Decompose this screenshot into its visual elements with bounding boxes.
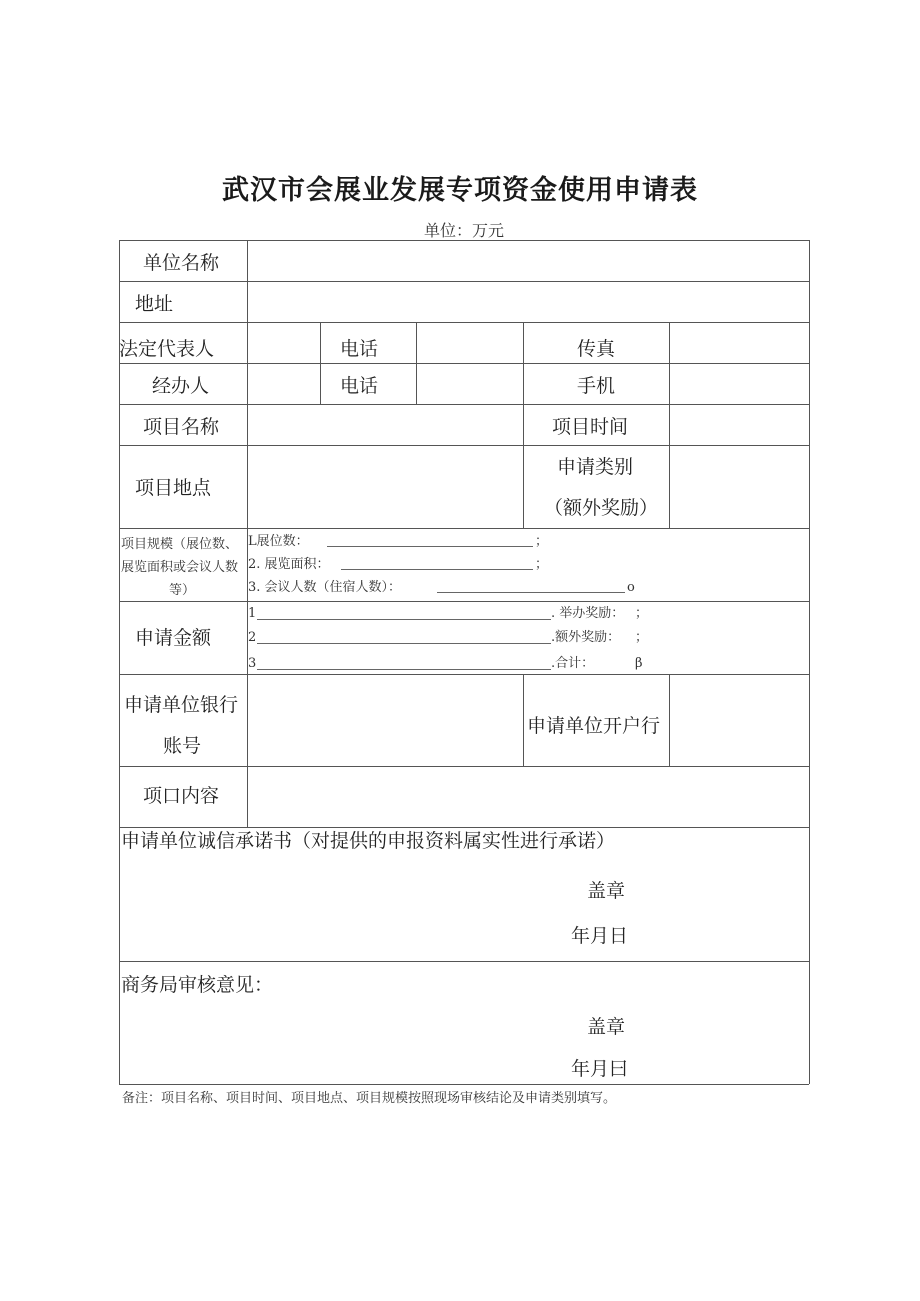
- booth-count-end: ；: [535, 534, 549, 549]
- scale-label-line2: 展览面积或会议人数: [121, 560, 239, 575]
- date-label-2: 年月曰: [571, 1058, 629, 1080]
- bank-account-label: 申请单位银行: [124, 694, 239, 716]
- project-content-label: 项口内容: [143, 785, 220, 807]
- date-label: 年月日: [571, 925, 629, 947]
- unit-name-label: 单位名称: [143, 252, 220, 274]
- bank-account-label-2: 账号: [163, 735, 202, 757]
- project-site-label: 项目地点: [135, 477, 212, 499]
- address-label: 地址: [135, 293, 174, 315]
- hosting-reward-label: . 举办奖励：: [551, 606, 625, 621]
- bank-branch-label: 申请单位开户行: [527, 715, 661, 737]
- attendee-count-line: [437, 592, 625, 593]
- application-form-table: [119, 240, 809, 1084]
- apply-amount-label: 申请金额: [135, 627, 212, 649]
- scale-label-line1: 项目规模（展位数、: [121, 537, 239, 552]
- amount-line-2: [257, 643, 551, 644]
- commerce-review-label: 商务局审核意见：: [121, 974, 274, 996]
- attendee-count-label: 3. 会议人数（住宿人数）：: [248, 580, 402, 595]
- extra-reward-label: .额外奖励：: [551, 630, 621, 645]
- seal-label-2: 盖章: [587, 1016, 626, 1038]
- amount-index-3: 3: [248, 656, 257, 671]
- amount-end-3: β: [635, 656, 643, 671]
- project-name-label: 项目名称: [143, 416, 220, 438]
- amount-line-1: [257, 619, 551, 620]
- booth-count-line: [327, 546, 533, 547]
- handler-label: 经办人: [152, 375, 210, 397]
- integrity-pledge-label: 申请单位诚信承诺书（对提供的申报资料属实性进行承诺）: [121, 830, 616, 852]
- attendee-count-end: o: [627, 580, 635, 595]
- exhibit-area-line: [341, 569, 533, 570]
- apply-category-sub-label: （额外奖励）: [544, 497, 659, 519]
- fax-label: 传真: [577, 338, 616, 360]
- total-label: .合计：: [551, 656, 595, 671]
- exhibit-area-label: 2. 展览面积：: [248, 557, 330, 572]
- footnote: 备注：项目名称、项目时间、项目地点、项目规模按照现场审核结论及申请类别填写。: [122, 1091, 617, 1106]
- phone-label-2: 电话: [340, 375, 379, 397]
- mobile-label: 手机: [577, 375, 616, 397]
- project-time-label: 项目时间: [552, 416, 629, 438]
- apply-category-label: 申请类别: [557, 456, 634, 478]
- amount-end-2: ；: [635, 630, 649, 645]
- unit-label: 单位：万元: [423, 221, 504, 240]
- amount-index-2: 2: [248, 630, 257, 645]
- amount-line-3: [257, 669, 551, 670]
- booth-count-label: L展位数：: [248, 534, 309, 549]
- exhibit-area-end: ；: [535, 557, 549, 572]
- phone-label: 电话: [340, 338, 379, 360]
- seal-label: 盖章: [587, 880, 626, 902]
- form-title: 武汉市会展业发展专项资金使用申请表: [222, 175, 698, 206]
- amount-index-1: 1: [248, 606, 257, 621]
- scale-label-line3: 等）: [169, 583, 196, 598]
- amount-end-1: ；: [635, 606, 649, 621]
- legal-rep-label: 法定代表人: [119, 338, 215, 360]
